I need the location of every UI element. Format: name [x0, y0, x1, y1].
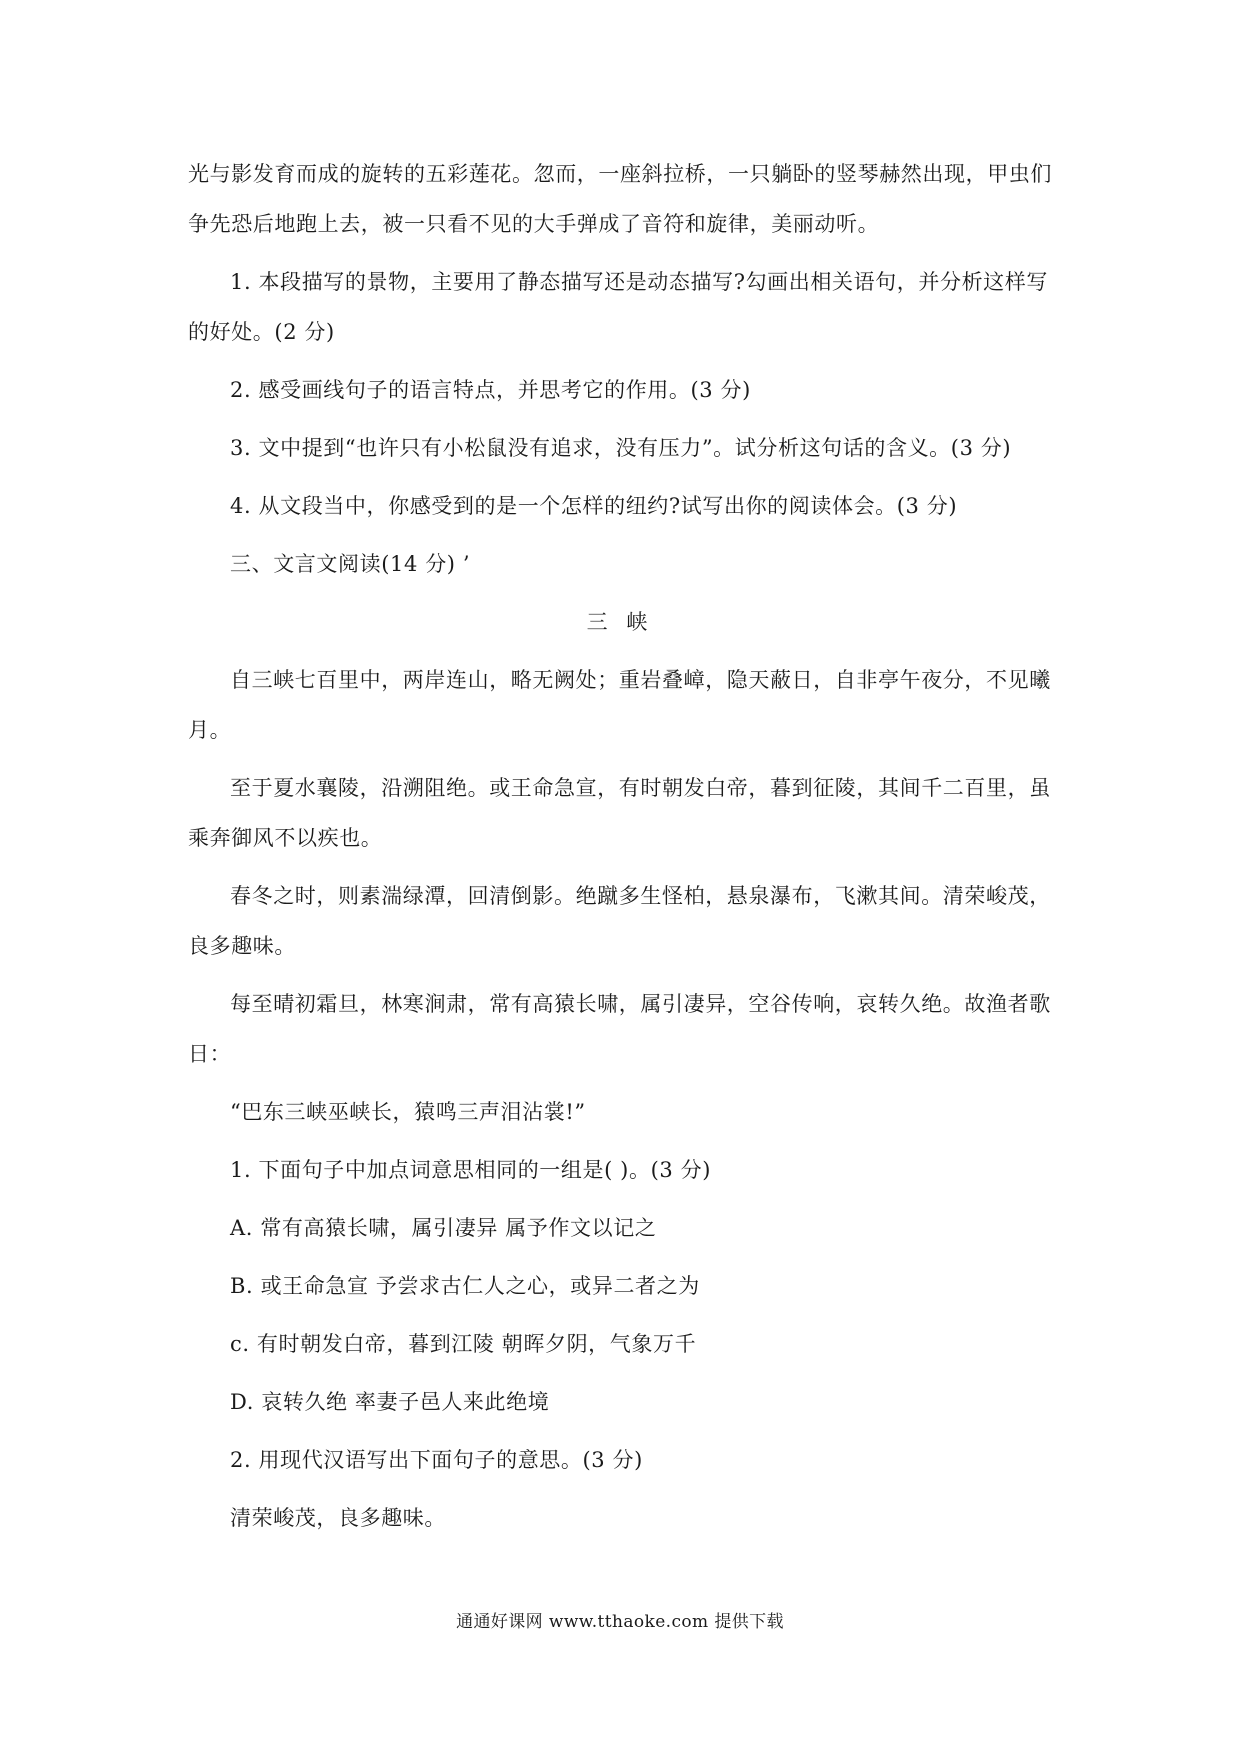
option-a: A. 常有高猿长啸，属引凄异 属予作文以记之	[230, 1216, 657, 1240]
option-d: D. 哀转久绝 率妻子邑人来此绝境	[230, 1390, 550, 1414]
reading-question-4: 4. 从文段当中，你感受到的是一个怎样的纽约?试写出你的阅读体会。(3 分)	[230, 494, 958, 518]
option-c: c. 有时朝发白帝，暮到江陵 朝晖夕阴，气象万千	[230, 1332, 697, 1356]
classical-paragraph-1: 自三峡七百里中，两岸连山，略无阙处；重岩叠嶂，隐天蔽日，自非亭午夜分，不见曦	[230, 668, 1051, 692]
classical-paragraph-3: 春冬之时，则素湍绿潭，回清倒影。绝蹴多生怪柏，悬泉瀑布，飞漱其间。清荣峻茂，	[230, 884, 1051, 908]
classical-question-2-sentence: 清荣峻茂，良多趣味。	[230, 1506, 446, 1530]
classical-paragraph-2: 至于夏水襄陵，沿溯阻绝。或王命急宣，有时朝发白帝，暮到征陵，其间千二百里，虽	[230, 776, 1051, 800]
classical-paragraph-3-cont: 良多趣味。	[188, 934, 296, 958]
classical-question-2: 2. 用现代汉语写出下面句子的意思。(3 分)	[230, 1448, 643, 1472]
reading-question-3: 3. 文中提到“也许只有小松鼠没有追求，没有压力”。试分析这句话的含义。(3 分)	[230, 436, 1012, 460]
reading-question-1: 1. 本段描写的景物，主要用了静态描写还是动态描写?勾画出相关语句，并分析这样写	[230, 270, 1048, 294]
passage-line: 光与影发育而成的旋转的五彩莲花。忽而，一座斜拉桥，一只躺卧的竖琴赫然出现，甲虫们	[188, 162, 1052, 186]
reading-question-2: 2. 感受画线句子的语言特点，并思考它的作用。(3 分)	[230, 378, 751, 402]
classical-paragraph-2-cont: 乘奔御风不以疾也。	[188, 826, 383, 850]
classical-paragraph-1-cont: 月。	[188, 718, 232, 742]
option-b: B. 或王命急宣 予尝求古仁人之心，或异二者之为	[230, 1274, 700, 1298]
footer-credit: 通通好课网 www.tthaoke.com 提供下载	[456, 1612, 784, 1632]
reading-question-1-cont: 的好处。(2 分)	[188, 320, 335, 344]
classical-paragraph-4-cont: 日：	[188, 1042, 232, 1066]
fisherman-song: “巴东三峡巫峡长，猿鸣三声泪沾裳!”	[230, 1100, 586, 1124]
passage-line: 争先恐后地跑上去，被一只看不见的大手弹成了音符和旋律，美丽动听。	[188, 212, 880, 236]
classical-text-title: 三 峡	[586, 610, 654, 634]
classical-question-1: 1. 下面句子中加点词意思相同的一组是( )。(3 分)	[230, 1158, 711, 1182]
classical-paragraph-4: 每至晴初霜旦，林寒涧肃，常有高猿长啸，属引凄异，空谷传响，哀转久绝。故渔者歌	[230, 992, 1051, 1016]
section-heading: 三、文言文阅读(14 分) ’	[230, 552, 471, 576]
